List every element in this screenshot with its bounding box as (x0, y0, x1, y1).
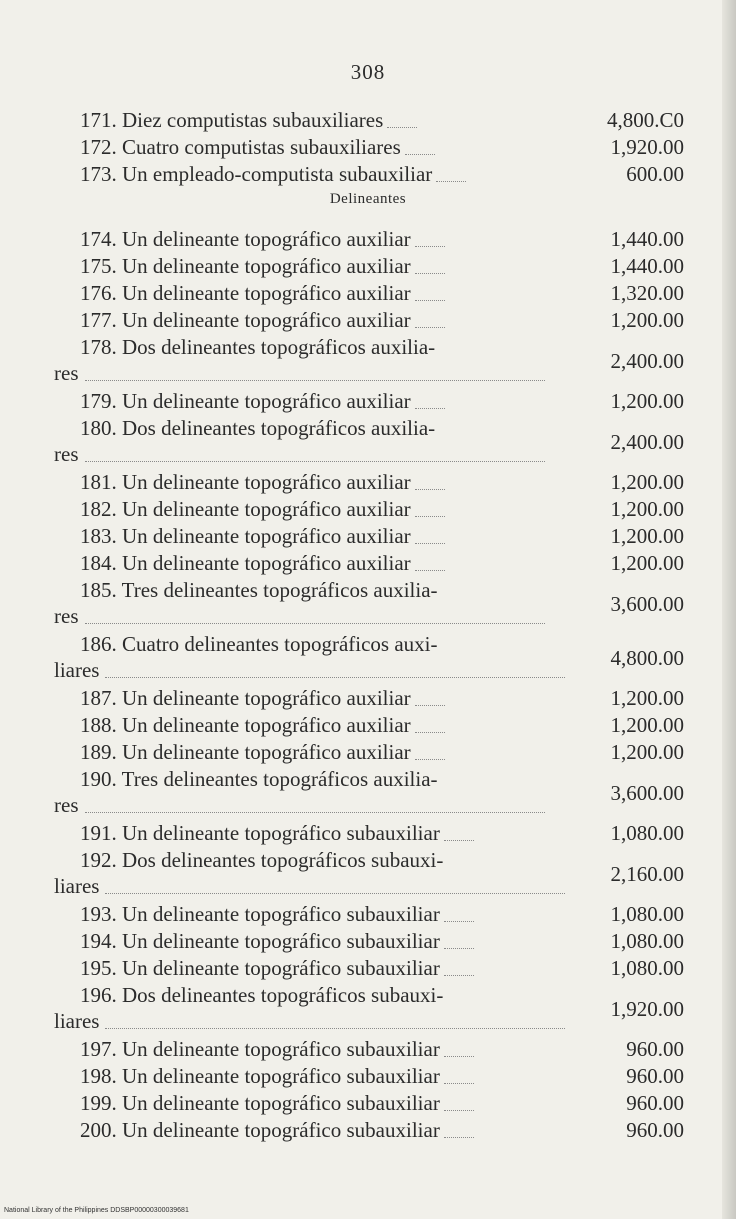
entry-description (80, 740, 445, 764)
entry-description (80, 767, 438, 791)
entry-description (80, 821, 474, 845)
entry-amount: 1,320.00 (610, 281, 684, 305)
entry-number: 189. (80, 740, 117, 764)
entry-text: Un delineante topográfico auxiliar (116, 740, 411, 764)
dot-leader (444, 830, 474, 841)
entry-amount: 600.00 (626, 162, 684, 186)
entry-description (80, 1091, 474, 1115)
entry-description (80, 470, 445, 494)
entry-number: 177. (80, 308, 117, 332)
entry-amount: 1,080.00 (610, 821, 684, 845)
dot-leader (415, 560, 445, 571)
entry-number: 195. (80, 956, 117, 980)
entry-continuation-text: res (54, 361, 79, 385)
entry-number: 186. (80, 632, 117, 656)
entry-amount: 4,800.C0 (606, 108, 684, 132)
entry-number: 179. (80, 389, 117, 413)
entry-description (80, 551, 445, 575)
entry-text: Un empleado-computista subauxiliar (116, 162, 433, 186)
entry-number: 191. (80, 821, 117, 845)
entry-amount: 1,080.00 (610, 956, 684, 980)
entry-amount: 1,080.00 (610, 929, 684, 953)
dot-leader (415, 236, 445, 247)
entry-text: Un delineante topográfico auxiliar (116, 686, 411, 710)
entry-amount: 2,400.00 (610, 349, 684, 373)
entry-description (80, 983, 443, 1007)
entry-description (80, 1118, 474, 1142)
dot-leader (444, 1127, 474, 1138)
entry-text: Un delineante topográfico auxiliar (116, 497, 411, 521)
entry-number: 172. (80, 135, 117, 159)
entry-amount: 1,200.00 (610, 470, 684, 494)
entry-continuation (54, 658, 565, 682)
entry-text: Dos delineantes topográficos subauxi- (116, 848, 444, 872)
entry-text: Un delineante topográfico subauxiliar (116, 1064, 440, 1088)
entry-number: 200. (80, 1118, 117, 1142)
dot-leader (85, 613, 545, 624)
entry-text: Un delineante topográfico auxiliar (116, 524, 411, 548)
entry-description (80, 686, 445, 710)
entry-description (80, 1037, 474, 1061)
entry-number: 194. (80, 929, 117, 953)
entry-continuation-text: res (54, 442, 79, 466)
dot-leader (85, 370, 545, 381)
entry-amount: 1,920.00 (610, 135, 684, 159)
entry-description (80, 389, 445, 413)
entry-description (80, 929, 474, 953)
dot-leader (415, 722, 445, 733)
entry-description (80, 902, 474, 926)
entry-description (80, 1064, 474, 1088)
entry-text: Un delineante topográfico auxiliar (116, 551, 411, 575)
entry-number: 187. (80, 686, 117, 710)
entry-amount: 1,200.00 (610, 389, 684, 413)
entry-number: 198. (80, 1064, 117, 1088)
entry-number: 196. (80, 983, 117, 1007)
dot-leader (405, 144, 435, 155)
entry-amount: 2,160.00 (610, 862, 684, 886)
entry-text: Un delineante topográfico auxiliar (116, 389, 411, 413)
entry-text: Dos delineantes topográficos auxilia- (116, 416, 436, 440)
entry-continuation-text: liares (54, 874, 100, 898)
entry-continuation-text: res (54, 604, 79, 628)
entry-amount: 1,200.00 (610, 308, 684, 332)
footer-attribution: National Library of the Philippines DDSBP00000300039681 (4, 1207, 189, 1214)
dot-leader (387, 117, 417, 128)
entry-text: Cuatro delineantes topográficos auxi- (116, 632, 438, 656)
entry-continuation-text: res (54, 793, 79, 817)
entry-amount: 1,080.00 (610, 902, 684, 926)
entry-continuation (54, 793, 545, 817)
dot-leader (105, 667, 565, 678)
dot-leader (85, 802, 545, 813)
dot-leader (436, 171, 466, 182)
entry-text: Un delineante topográfico subauxiliar (116, 1037, 440, 1061)
entry-amount: 960.00 (626, 1064, 684, 1088)
entry-number: 182. (80, 497, 117, 521)
dot-leader (444, 938, 474, 949)
dot-leader (415, 506, 445, 517)
entry-text: Un delineante topográfico subauxiliar (116, 956, 440, 980)
entry-amount: 1,920.00 (610, 997, 684, 1021)
dot-leader (444, 911, 474, 922)
entry-text: Tres delineantes topográficos auxilia- (116, 578, 438, 602)
entry-number: 190. (80, 767, 117, 791)
entry-number: 180. (80, 416, 117, 440)
entry-amount: 1,440.00 (610, 254, 684, 278)
entry-description (80, 135, 435, 159)
dot-leader (444, 1100, 474, 1111)
page-edge-shadow (722, 0, 736, 1219)
entry-amount: 1,200.00 (610, 497, 684, 521)
entry-number: 188. (80, 713, 117, 737)
entry-continuation (54, 1009, 565, 1033)
entry-amount: 1,200.00 (610, 713, 684, 737)
entry-description (80, 254, 445, 278)
dot-leader (415, 290, 445, 301)
entry-text: Diez computistas subauxiliares (116, 108, 384, 132)
entry-number: 176. (80, 281, 117, 305)
entry-description (80, 227, 445, 251)
entry-text: Un delineante topográfico subauxiliar (116, 902, 440, 926)
entry-description (80, 632, 437, 656)
page-number: 308 (350, 60, 386, 84)
entry-continuation (54, 361, 545, 385)
entry-text: Un delineante topográfico auxiliar (116, 308, 411, 332)
entry-text: Un delineante topográfico subauxiliar (116, 1118, 440, 1142)
entry-text: Un delineante topográfico auxiliar (116, 713, 411, 737)
entry-description (80, 281, 445, 305)
entry-amount: 3,600.00 (610, 781, 684, 805)
entry-number: 185. (80, 578, 117, 602)
entry-amount: 1,200.00 (610, 740, 684, 764)
entry-description (80, 713, 445, 737)
entry-description (80, 578, 438, 602)
entry-number: 178. (80, 335, 117, 359)
dot-leader (415, 317, 445, 328)
entry-amount: 960.00 (626, 1037, 684, 1061)
dot-leader (444, 1046, 474, 1057)
entry-number: 199. (80, 1091, 117, 1115)
entry-text: Un delineante topográfico subauxiliar (116, 821, 440, 845)
entry-description (80, 848, 443, 872)
dot-leader (105, 1018, 565, 1029)
entry-number: 183. (80, 524, 117, 548)
entry-description (80, 162, 466, 186)
entry-text: Tres delineantes topográficos auxilia- (116, 767, 438, 791)
dot-leader (415, 479, 445, 490)
entry-text: Dos delineantes topográficos auxilia- (116, 335, 436, 359)
entry-text: Un delineante topográfico auxiliar (116, 254, 411, 278)
entry-amount: 1,440.00 (610, 227, 684, 251)
entry-description (80, 416, 435, 440)
entry-text: Un delineante topográfico auxiliar (116, 227, 411, 251)
entry-amount: 3,600.00 (610, 592, 684, 616)
entry-amount: 960.00 (626, 1118, 684, 1142)
dot-leader (444, 1073, 474, 1084)
entry-amount: 960.00 (626, 1091, 684, 1115)
entry-text: Un delineante topográfico auxiliar (116, 281, 411, 305)
entry-text: Un delineante topográfico subauxiliar (116, 929, 440, 953)
dot-leader (415, 263, 445, 274)
entry-number: 193. (80, 902, 117, 926)
entry-amount: 4,800.00 (610, 646, 684, 670)
dot-leader (85, 451, 545, 462)
dot-leader (415, 533, 445, 544)
entry-number: 171. (80, 108, 117, 132)
entry-number: 175. (80, 254, 117, 278)
entry-description (80, 108, 417, 132)
entry-number: 173. (80, 162, 117, 186)
dot-leader (415, 398, 445, 409)
entry-description (80, 956, 474, 980)
entry-continuation (54, 874, 565, 898)
entry-description (80, 497, 445, 521)
entry-continuation (54, 442, 545, 466)
entry-continuation-text: liares (54, 1009, 100, 1033)
entry-continuation-text: liares (54, 658, 100, 682)
entry-number: 197. (80, 1037, 117, 1061)
entry-continuation (54, 604, 545, 628)
entry-number: 184. (80, 551, 117, 575)
section-heading: Delineantes (329, 191, 407, 207)
dot-leader (105, 883, 565, 894)
entry-amount: 1,200.00 (610, 551, 684, 575)
entry-number: 174. (80, 227, 117, 251)
dot-leader (415, 695, 445, 706)
dot-leader (444, 965, 474, 976)
entry-description (80, 308, 445, 332)
entry-amount: 1,200.00 (610, 524, 684, 548)
entry-number: 192. (80, 848, 117, 872)
entry-text: Dos delineantes topográficos subauxi- (116, 983, 444, 1007)
entry-text: Un delineante topográfico subauxiliar (116, 1091, 440, 1115)
entry-description (80, 335, 435, 359)
entry-text: Un delineante topográfico auxiliar (116, 470, 411, 494)
entry-amount: 2,400.00 (610, 430, 684, 454)
entry-text: Cuatro computistas subauxiliares (116, 135, 401, 159)
entry-amount: 1,200.00 (610, 686, 684, 710)
entry-description (80, 524, 445, 548)
dot-leader (415, 749, 445, 760)
entry-number: 181. (80, 470, 117, 494)
